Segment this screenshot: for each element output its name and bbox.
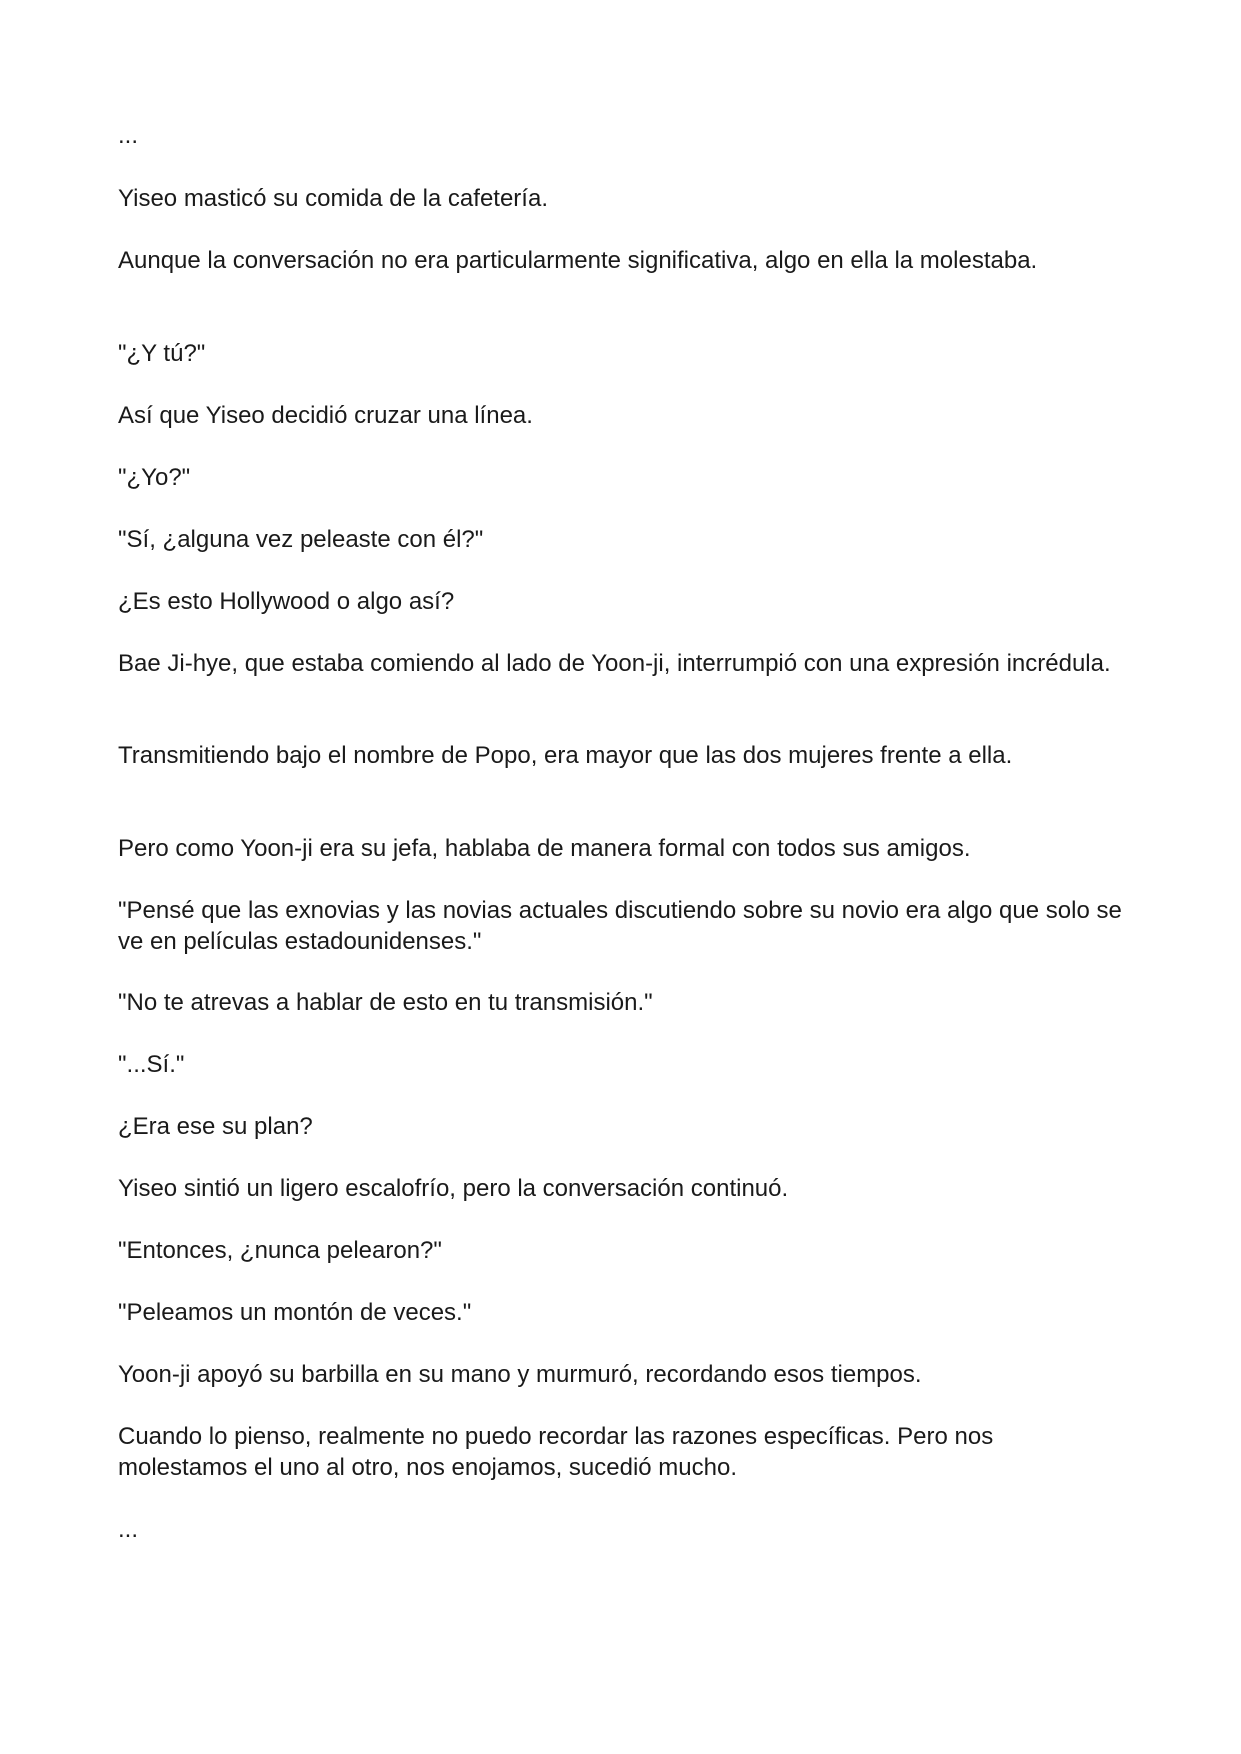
paragraph: Así que Yiseo decidió cruzar una línea.	[118, 402, 533, 429]
paragraph: "¿Yo?"	[118, 464, 191, 491]
paragraph: "Sí, ¿alguna vez peleaste con él?"	[118, 526, 484, 553]
paragraph: "Entonces, ¿nunca pelearon?"	[118, 1237, 442, 1264]
paragraph: Aunque la conversación no era particularmente significativa, algo en ella la molestaba.	[118, 247, 1038, 274]
ellipsis-bottom: ...	[118, 1516, 139, 1543]
paragraph: ¿Era ese su plan?	[118, 1113, 313, 1140]
paragraph: Yiseo sintió un ligero escalofrío, pero la conversación continuó.	[118, 1175, 789, 1202]
paragraph: Pero como Yoon-ji era su jefa, hablaba de manera formal con todos sus amigos.	[118, 835, 971, 862]
paragraph: Transmitiendo bajo el nombre de Popo, era mayor que las dos mujeres frente a ella.	[118, 742, 1013, 769]
paragraph: "Pensé que las exnovias y las novias actuales discutiendo sobre su novio era algo que solo se ve en películas estadounidenses."	[118, 897, 1122, 955]
paragraph: Bae Ji-hye, que estaba comiendo al lado de Yoon-ji, interrumpió con una expresión incrédula.	[118, 650, 1111, 677]
paragraph: "No te atrevas a hablar de esto en tu transmisión."	[118, 989, 653, 1016]
paragraph: Yoon-ji apoyó su barbilla en su mano y murmuró, recordando esos tiempos.	[118, 1361, 922, 1388]
paragraph: Yiseo masticó su comida de la cafetería.	[118, 185, 548, 212]
paragraph: ¿Es esto Hollywood o algo así?	[118, 588, 455, 615]
paragraph: "¿Y tú?"	[118, 340, 206, 367]
paragraph: Cuando lo pienso, realmente no puedo recordar las razones específicas. Pero nos molestamos el uno al otro, nos enojamos, sucedió mucho.	[118, 1423, 994, 1481]
paragraph: "Peleamos un montón de veces."	[118, 1299, 472, 1326]
paragraph: "...Sí."	[118, 1051, 185, 1078]
ellipsis-top: ...	[118, 122, 139, 149]
